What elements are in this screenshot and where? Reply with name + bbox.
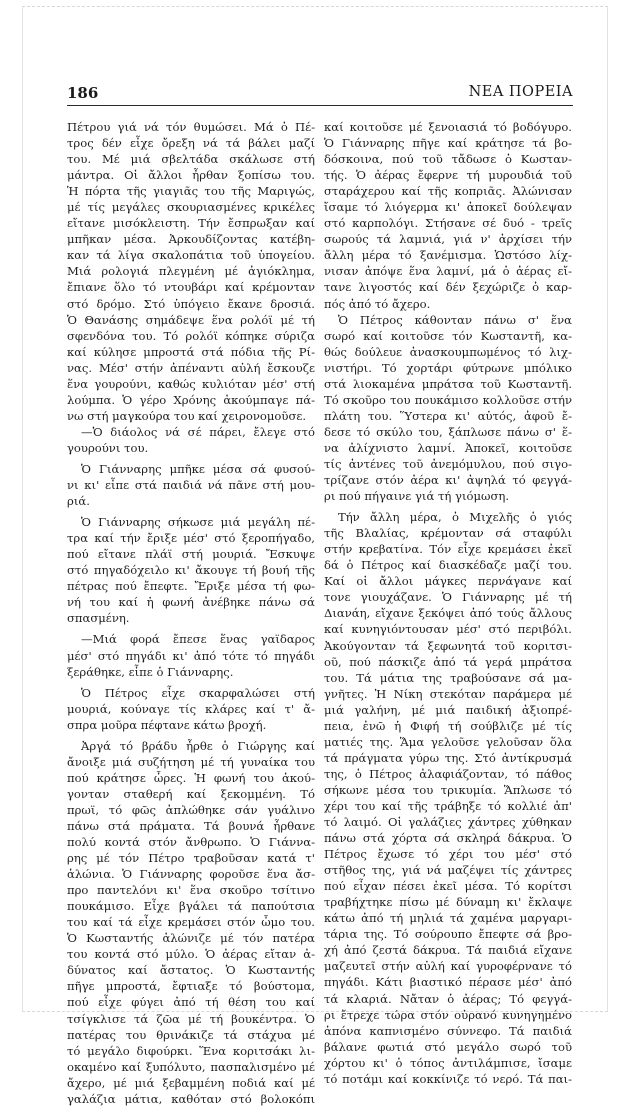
text-line: σωρούς τά λαμνιά, γιά ν' ἀρχίσει τήν <box>324 232 572 247</box>
text-line: τσίγκλισε τά ζῶα μέ τή βουκέντρα. Ὁ <box>67 1011 315 1026</box>
text-line: μέ τίς μεγάλες σκουριασμένες κρικέλες <box>67 200 315 215</box>
text-line: πέτρας πού ἔπεφτε. Ἔριξε μέσα τή φω- <box>67 579 315 594</box>
text-line: σπρα μοῦρα πέφτανε κάτω βροχή. <box>67 717 267 732</box>
text-line: Ὁ Γιάνναρης σήκωσε μιά μεγάλη πέ- <box>81 515 315 530</box>
text-line: καν τά λίγα σκαλοπάτια τοῦ ὑπογείου. <box>67 248 315 263</box>
text-line: θώς δούλευε ἀνασκουμπωμένος τό λιχ- <box>324 344 572 359</box>
text-line: πλάτη του. Ὕστερα κι' αὐτός, ἀφοῦ ἔ- <box>324 408 572 423</box>
text-line: Ὁ Πέτρος εἶχε σκαρφαλώσει στή <box>81 685 315 700</box>
text-line: δεσε τό σκύλο του, ξάπλωσε πάνω σ' ἕ- <box>324 424 572 439</box>
text-line: Πέτρος ἔχωσε τό χέρι του μέσ' στό <box>324 847 572 862</box>
text-line: Ὁ Γιάνναρης μπῆκε μέσα σά φυσού- <box>81 461 315 476</box>
text-line: νι κι' εἶπε στά παιδιά νά πᾶνε στή μου- <box>67 478 315 493</box>
text-line: ματιές της. Ἅμα γελοῦσε γελοῦσαν ὅλα <box>324 734 572 749</box>
text-line: τανε λιγοστός καί δέν ξεχώριζε ὁ καρ- <box>324 280 572 295</box>
text-line: πού εἴτανε πλάϊ στή μουριά. Ἔσκυψε <box>67 547 315 562</box>
text-line: λούμπα. Ὁ γέρο Χρόνης ἀκούμπαγε πά- <box>67 392 315 407</box>
left-text-column <box>67 119 315 1107</box>
text-line: ἁλώνια. Ὁ Γιάνναρης φοροῦσε ἕνα ἄσ- <box>67 867 315 882</box>
text-line: Μιά ρολογιά πλεγμένη μέ ἀγιόκλημα, <box>67 264 315 279</box>
text-line: Ἡ πόρτα τῆς γιαγιᾶς του τῆς Μαριγώς, <box>67 184 315 199</box>
text-line: δά ὁ Πέτρος καί διασκέδαζε μαζί του. <box>324 558 572 573</box>
text-line: νισαν ἀπόψε ἕνα λαμνί, μά ὁ ἀέρας εἴ- <box>324 264 572 279</box>
text-line: τρίζανε στόν ἀέρα κι' ἀψηλά τό φεγγά- <box>324 473 572 488</box>
text-line: ρι ἔτρεχε τώρα στόν οὐρανό κυνηγημένο <box>324 1007 572 1022</box>
text-line: πηγάδι. Κάτι βιαστικό πέρασε μέσ' ἀπό <box>324 975 572 990</box>
text-line: πάνω στά πράματα. Τά βουνά ἦρθανε <box>67 818 315 833</box>
text-line: του. Τά μάτια της τραβούσανε σά μα- <box>324 670 572 685</box>
text-line: τό λαιμό. Οἱ γαλάζιες χάντρες χύθηκαν <box>324 815 572 830</box>
text-line: χή ἀπό ζεστά δάκρυα. Τά παιδιά εἴχανε <box>324 943 572 958</box>
text-line: ἀπόνα καπνισμένο σύννεφο. Τά παιδιά <box>324 1023 572 1038</box>
text-line: δύνατος καί ἄστατος. Ὁ Κωσταντής <box>67 963 315 978</box>
text-line: νή του καί ἡ φωνή ἀνέβηκε πάνω σά <box>67 595 315 610</box>
text-line: ἄνοιξε μιά συζήτηση μέ τή γυναίκα του <box>67 754 315 769</box>
text-line: βάλανε φωτιά στό μεγάλο σωρό τοῦ <box>324 1039 572 1054</box>
text-line: τάρια της. Τό σούρουπο ἔπεφτε σά βρο- <box>324 927 572 942</box>
text-line: ἕνα γουρούνι, καθώς κυλιόταν μέσ' στή <box>67 376 315 391</box>
text-line: ριά. <box>67 494 90 509</box>
text-line: ἄλλη μέρα τό ξανέμισμα. Ὡστόσο λίχ- <box>324 248 572 263</box>
text-line: πού εἶχαν πέσει ἐκεῖ μέσα. Τό κορίτσι <box>324 879 572 894</box>
text-line: πολύ κοντά στόν ἄνθρωπο. Ὁ Γιάννα- <box>67 835 315 850</box>
text-line: τίς ἀντένες τοῦ ἀνεμόμυλου, πού σιγο- <box>324 456 572 471</box>
text-line: πῆγε μπροστά, ἔφτιαξε τό βούστομα, <box>67 979 315 994</box>
text-line: Διανάη, εἴχανε ξεκόψει ἀπό τούς ἄλλους <box>324 606 572 621</box>
text-line: του. Μέ μιά σβελτάδα σκάλωσε στή <box>67 152 315 167</box>
text-line: στό καρπολόγι. Στήσανε σέ δυό - τρεῖς <box>324 216 572 231</box>
text-line: ἔπιανε ὅλο τό ντουβάρι καί κρέμονταν <box>67 280 315 295</box>
text-line: γονταν σταθερή καί ξεκομμένη. Τό <box>67 786 315 801</box>
text-line: τῆς Βλαλίας, κρέμονταν σά σταφύλι <box>324 526 572 541</box>
text-line: πρωϊ, τό φῶς ἁπλώθηκε σάν γυάλινο <box>67 802 315 817</box>
text-line: σπασμένη. <box>67 611 130 626</box>
text-line: στό δρόμο. Στό ὑπόγειο ἔκανε δροσιά. <box>67 296 315 311</box>
text-line: τρα καί τήν ἔριξε μέσ' στό ξεροπήγαδο, <box>67 531 315 546</box>
text-line: καί κύλησε μπροστά στά πόδια τῆς Ρί- <box>67 344 315 359</box>
text-line: ρι πού πήγαινε γιά τή γιόμωση. <box>324 489 510 504</box>
text-line: του καί τά εἶχε κρεμάσει στόν ὦμο του. <box>67 915 315 930</box>
text-line: Ὁ Κωσταντής ἁλώνιζε μέ τόν πατέρα <box>67 931 315 946</box>
text-line: πάνω στά χόρτα σά σκληρά δάκρυα. Ὁ <box>324 831 572 846</box>
text-line: —Ὁ διάολος νά σέ πάρει, ἔλεγε στό <box>81 424 315 439</box>
text-line: τό μεγάλο διφούρκι. Ἕνα κοριτσάκι λι- <box>67 1043 315 1058</box>
text-line: πεια, ἐνῶ ἡ Φιφή τή σούβλιζε μέ τίς <box>324 718 572 733</box>
text-line: ρης μέ τόν Πέτρο τραβοῦσαν κατά τ' <box>67 851 315 866</box>
text-line: στό πηγαδόχειλο κι' ἄκουγε τή βουή τῆς <box>67 563 315 578</box>
text-line: να ἀλίχνιστο λαμνί. Ἀποκεῖ, κοιτοῦσε <box>324 440 572 455</box>
text-line: οκαμένο καί ξυπόλυτο, πασπαλισμένο μέ <box>67 1059 315 1074</box>
text-line: Πέτρου γιά νά τόν θυμώσει. Μά ὁ Πέ- <box>67 120 315 134</box>
text-line: μέσ' στό πηγάδι κι' ἀπό τότε τό πηγάδι <box>67 648 315 663</box>
text-line: εἴτανε μισόκλειστη. Τήν ἔσπρωξαν καί <box>67 216 315 231</box>
text-line: χέρι του καί τῆς τράβηξε τό κολλιέ ἀπ' <box>324 798 572 813</box>
text-line: μιά γαλήνη, μέ μιά παιδική ἀξιοπρέ- <box>324 702 572 717</box>
text-line: Καί οἱ ἄλλοι μάγκες περνάγανε καί <box>324 574 572 589</box>
text-line: Ἀργά τό βράδυ ἦρθε ὁ Γιώργης καί <box>81 738 315 753</box>
text-line: ξεράθηκε, εἶπε ὁ Γιάνναρης. <box>67 664 234 679</box>
text-line: τρος δέν εἶχε ὄρεξη νά τά βάλει μαζί <box>67 136 315 151</box>
text-line: σωρό καί κοιτοῦσε τόν Κωσταντῆ, κα- <box>324 328 572 343</box>
text-line: πού κράτησε ὧρες. Ἡ φωνή του ἀκού- <box>67 770 315 785</box>
text-line: χόρτου κι' ὁ τόπος ἀντιλάμπισε, ἴσαμε <box>324 1055 572 1070</box>
text-line: στά λιοκαμένα μπράτσα τοῦ Κωσταντῆ. <box>324 376 572 391</box>
text-line: στήν κρεβατίνα. Τόν εἶχε κρεμάσει ἐκεῖ <box>324 542 572 557</box>
text-line: ἴσαμε τό λιόγερμα κι' ἀποκεῖ δούλεψαν <box>324 200 572 215</box>
text-line: προ παντελόνι κι' ἕνα σκοῦρο τσίτινο <box>67 883 315 898</box>
text-line: γουρούνι του. <box>67 440 149 455</box>
text-line: νιστήρι. Τό χορτάρι φύτρωνε μπόλικο <box>324 360 572 375</box>
page-number: 186 <box>67 84 99 102</box>
text-line: μπῆκαν μέσα. Ἀρκουδίζοντας κατέβη- <box>67 232 315 247</box>
text-line: Τό σκοῦρο του πουκάμισο κολλοῦσε στήν <box>324 392 572 407</box>
text-line: του κοντά στό μύλο. Ὁ ἀέρας εἴταν ἀ- <box>67 947 315 962</box>
text-line: γνῆτες. Ἡ Νίκη στεκόταν παράμερα μέ <box>324 686 572 701</box>
header-rule <box>67 105 573 106</box>
text-line: πουκάμισο. Εἶχε βγάλει τά παπούτσια <box>67 899 315 914</box>
text-line: δόσκοινα, πού τοῦ τἄδωσε ὁ Κωσταν- <box>324 152 572 167</box>
text-line: τά πράγματα γύρω της. Στό ἀντίκρυσμά <box>324 750 572 765</box>
text-line: τά κλαριά. Νἄταν ὁ ἀέρας; Τό φεγγά- <box>324 991 572 1006</box>
page-header <box>67 84 573 106</box>
text-line: τονε γιουχάζανε. Ὁ Γιάνναρης μέ τή <box>324 590 572 605</box>
text-line: σφενδόνα του. Τό ρολόϊ κόπηκε σύριζα <box>67 328 315 343</box>
text-line: οῦ, πού πάσκιζε ἀπό τά γερά μπράτσα <box>324 654 572 669</box>
text-line: σήκωνε μέσα του τρικυμία. Ἅπλωσε τό <box>324 782 572 797</box>
text-line: κάτω ἀπό τή μηλιά τά χαμένα μαργαρι- <box>324 911 572 926</box>
text-line: μάντρα. Οἱ ἄλλοι ἦρθαν ξοπίσω του. <box>67 168 315 183</box>
text-line: γαλάζια μάτια, καθόταν στό βολοκόπι <box>67 1091 315 1106</box>
text-line: στῆθος της, γιά νά μαζέψει τίς χάντρες <box>324 863 572 878</box>
text-line: Ὁ Πέτρος κάθονταν πάνω σ' ἕνα <box>338 312 572 327</box>
text-line: —Μιά φορά ἔπεσε ἕνας γαϊδαρος <box>81 632 315 647</box>
text-line: Ἀκούγονταν τά ξεφωνητά τοῦ κοριτσι- <box>324 638 572 653</box>
text-line: ἄχερο, μέ μιά ξεβαμμένη ποδιά καί μέ <box>67 1075 315 1090</box>
text-line: τραβήχτηκε πίσω μέ δύναμη κι' ἔκλαψε <box>324 895 572 910</box>
text-line: τό ποτάμι καί κοκκίνιζε τό νερό. Τά παι- <box>324 1071 572 1086</box>
text-line: Ὁ Θανάσης σημάδεψε ἕνα ρολόϊ μέ τή <box>67 312 315 327</box>
text-line: μαζευτεῖ στήν αὐλή καί γυροφέρνανε τό <box>324 959 572 974</box>
text-line: νας. Μέσ' στήν ἀπέναντι αὐλή ἔσκουζε <box>67 360 315 375</box>
text-line: Ὁ Γιάνναρης πῆγε καί κράτησε τά βο- <box>324 136 572 151</box>
text-line: τής. Ὁ ἀέρας ἔφερνε τή μυρουδιά τοῦ <box>324 168 572 183</box>
right-text-column <box>324 119 572 1087</box>
text-line: καί κοιτοῦσε μέ ξενοιασιά τό βοδόγυρο. <box>324 120 572 134</box>
text-line: Τήν ἄλλη μέρα, ὁ Μιχελῆς ὁ γιός <box>338 510 572 525</box>
text-line: καί κυνηγιόντουσαν μέσ' στό περιβόλι. <box>324 622 572 637</box>
running-title: ΝΕΑ ΠΟΡΕΙΑ <box>468 84 573 100</box>
text-line: πατέρας του θρινάκιζε τά στάχυα μέ <box>67 1027 315 1042</box>
text-line: πού εἶχε φύγει ἀπό τή θέση του καί <box>67 995 315 1010</box>
text-line: μουριά, κούναγε τίς κλάρες καί τ' ἄ- <box>67 701 315 716</box>
text-line: νω στή μαγκούρα του καί χειρονομοῦσε. <box>67 408 307 423</box>
text-line: της, ὁ Πέτρος ἀλαφιάζονταν, τό πάθος <box>324 766 572 781</box>
text-line: πός ἀπό τό ἄχερο. <box>324 296 431 311</box>
text-line: σταράχερου καί τῆς κοπριᾶς. Ἀλώνισαν <box>324 184 572 199</box>
